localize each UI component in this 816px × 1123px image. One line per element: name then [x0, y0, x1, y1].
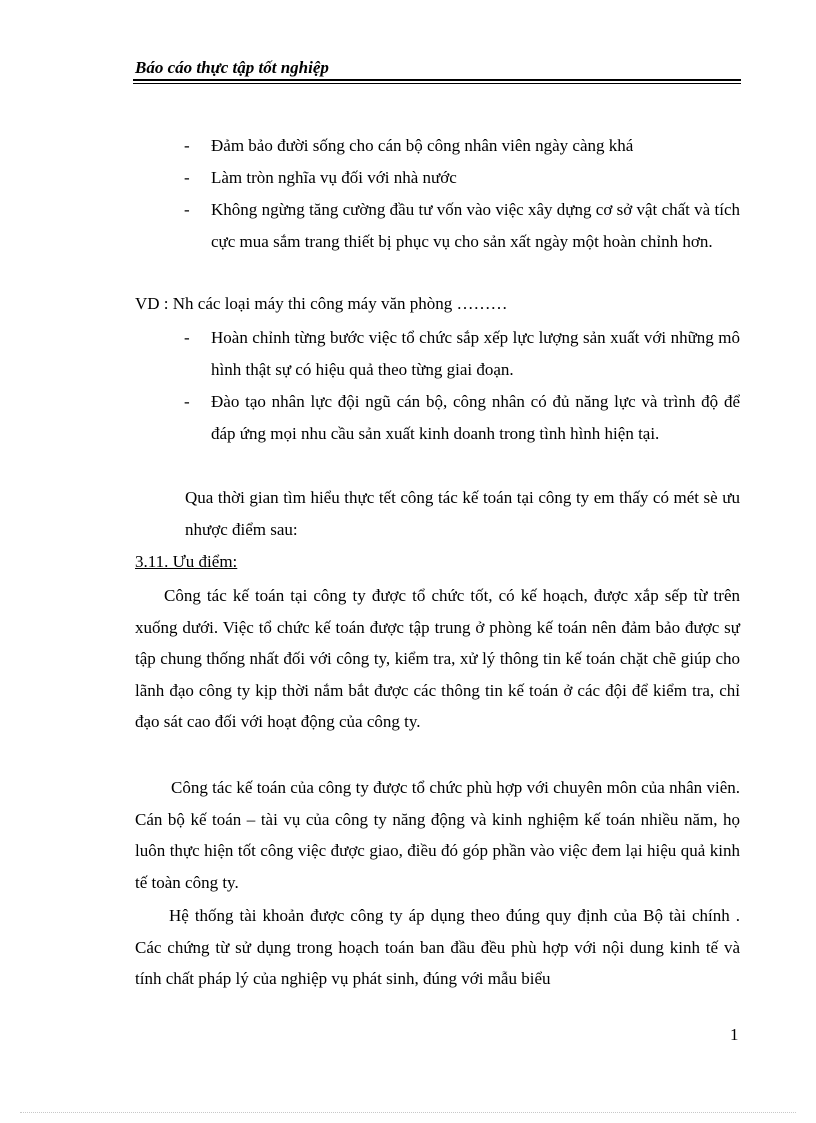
bullet-dash: -: [184, 136, 190, 155]
header-rule-thin: [133, 83, 741, 84]
section-heading: 3.11. Ưu điểm:: [135, 552, 238, 571]
bullet-dash: -: [184, 328, 190, 347]
bullet-dash: -: [184, 168, 190, 187]
bullet-text: Đảm bảo đười sống cho cán bộ công nhân viên ngày càng khá: [211, 136, 634, 155]
bullet-text: Hoàn chỉnh từng bước việc tổ chức sắp xếp lực lượng sản xuất với những mô hình thật sự có hiệu quả theo từng giai đoạn.: [211, 328, 740, 379]
page-number: 1: [730, 1025, 739, 1044]
bullet-text: Làm tròn nghĩa vụ đối với nhà nước: [211, 168, 457, 187]
body-paragraph: Công tác kế toán của công ty được tổ chức phù hợp với chuyên môn của nhân viên. Cán bộ kế toán – tài vụ của công ty năng động và kinh nghiệm kế toán nhiều năm, họ luôn thực hiện tốt công việc được giao, điều đó góp phần vào việc đem lại hiệu quả kinh tế toàn công ty.: [135, 778, 740, 892]
bullet-dash: -: [184, 392, 190, 411]
header-title: Báo cáo thực tập tốt nghiệp: [135, 58, 329, 77]
intro-paragraph: Qua thời gian tìm hiểu thực tết công tác kế toán tại công ty em thấy có mét sè ưu nhược điểm sau:: [185, 488, 740, 539]
body-paragraph: Hệ thống tài khoản được công ty áp dụng theo đúng quy định của Bộ tài chính . Các chứng từ sử dụng trong hoạch toán ban đầu đều phù hợp với nội dung kinh tế và tính chất pháp lý của nghiệp vụ phát sinh, đúng với mẫu biểu: [135, 906, 740, 988]
body-paragraph: Công tác kế toán tại công ty được tổ chức tốt, có kế hoạch, được xắp sếp từ trên xuống dưới. Việc tổ chức kế toán được tập trung ở phòng kế toán nên đảm bảo được sự tập chung thống nhất đối với công ty, kiểm tra, xử lý thông tin kế toán chặt chẽ giúp cho lãnh đạo công ty kịp thời nắm bắt được các thông tin kế toán ở các đội để kiểm tra, chỉ đạo sát cao đối với hoạt động của công ty.: [135, 586, 740, 731]
header-rule-thick: [133, 79, 741, 81]
bullet-dash: -: [184, 200, 190, 219]
example-line: VD : Nh các loại máy thi công máy văn phòng ………: [135, 294, 508, 313]
bullet-text: Không ngừng tăng cường đầu tư vốn vào việc xây dựng cơ sở vật chất và tích cực mua sắm trang thiết bị phục vụ cho sản xất ngày một hoàn chỉnh hơn.: [211, 200, 740, 251]
bullet-text: Đào tạo nhân lực đội ngũ cán bộ, công nhân có đủ năng lực và trình độ để đáp ứng mọi nhu cầu sản xuất kinh doanh trong tình hình hiện tại.: [211, 392, 740, 443]
page-bottom-border: [20, 1112, 796, 1113]
